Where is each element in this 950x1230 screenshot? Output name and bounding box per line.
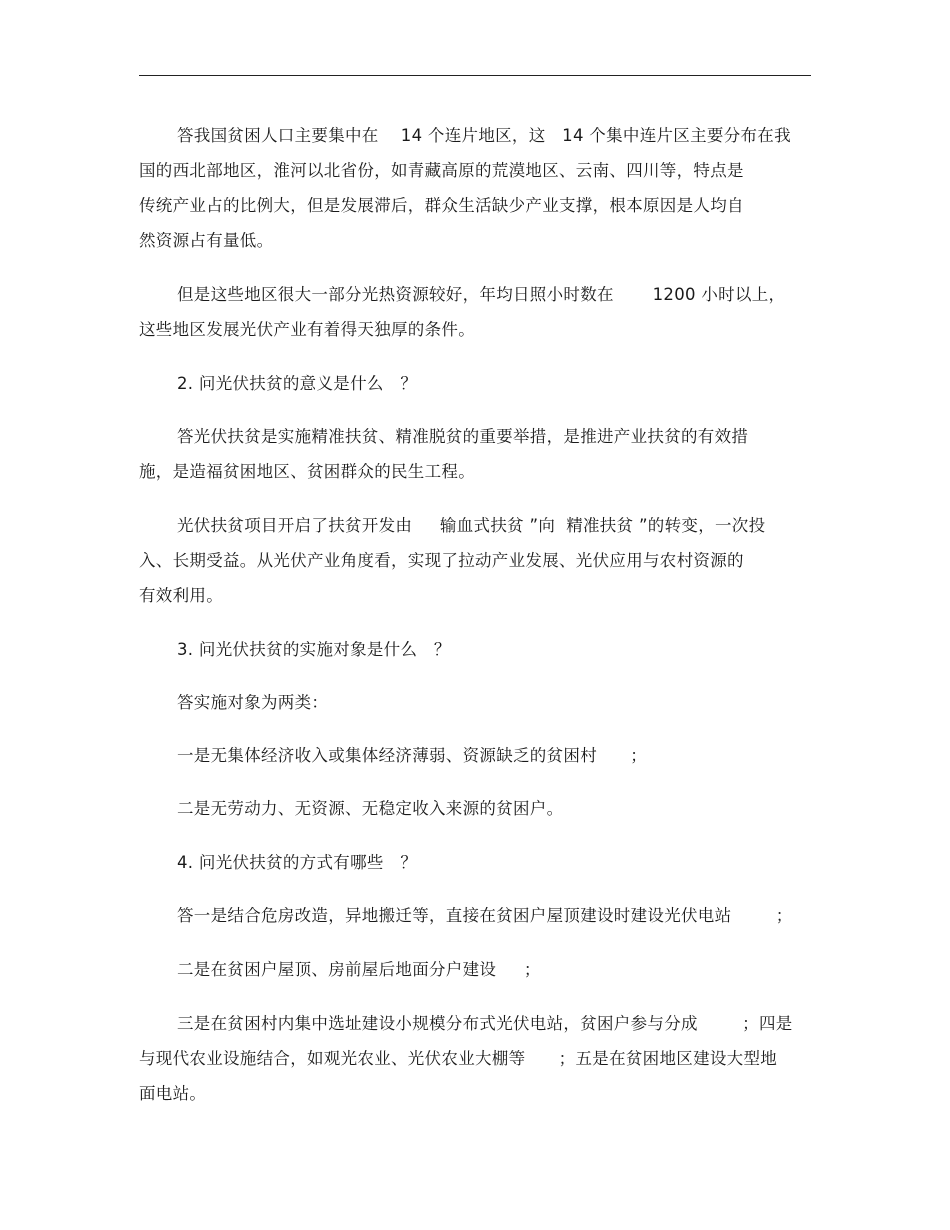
paragraph-line: 二是无劳动力、无资源、无稳定收入来源的贫困户。 (177, 799, 564, 818)
question-heading: 3. 问光伏扶贫的实施对象是什么 ？ (177, 640, 451, 659)
paragraph-line: 这些地区发展光伏产业有着得天独厚的条件。 (139, 320, 475, 339)
paragraph-line: 然资源占有量低。 (139, 231, 274, 250)
paragraph-line: 答实施对象为两类： (177, 693, 329, 712)
paragraph-line: 国的西北部地区，淮河以北省份，如青藏高原的荒漠地区、云南、四川等，特点是 (139, 161, 744, 180)
header-rule (139, 75, 811, 76)
paragraph-line: 传统产业占的比例大，但是发展滞后，群众生活缺少产业支撑，根本原因是人均自 (139, 196, 744, 215)
paragraph-line: 与现代农业设施结合，如观光农业、光伏农业大棚等 ；五是在贫困地区建设大型地 (139, 1049, 778, 1068)
paragraph-line: 答一是结合危房改造，异地搬迁等，直接在贫困户屋顶建设时建设光伏电站 ； (177, 906, 793, 925)
paragraph-line: 但是这些地区很大一部分光热资源较好，年均日照小时数在 1200 小时以上， (177, 285, 786, 304)
paragraph-line: 答我国贫困人口主要集中在 14 个连片地区，这 14 个集中连片区主要分布在我 (177, 126, 791, 145)
paragraph-line: 有效利用。 (139, 586, 223, 605)
question-heading: 2. 问光伏扶贫的意义是什么 ？ (177, 374, 418, 393)
paragraph-line: 答光伏扶贫是实施精准扶贫、精准脱贫的重要举措，是推进产业扶贫的有效措 (177, 427, 749, 446)
paragraph-line: 施，是造福贫困地区、贫困群众的民生工程。 (139, 462, 475, 481)
paragraph-line: 二是在贫困户屋顶、房前屋后地面分户建设 ； (177, 960, 541, 979)
paragraph-line: 三是在贫困村内集中选址建设小规模分布式光伏电站，贫困户参与分成 ；四是 (177, 1014, 793, 1033)
question-heading: 4. 问光伏扶贫的方式有哪些 ？ (177, 853, 418, 872)
paragraph-line: 入、长期受益。从光伏产业角度看，实现了拉动产业发展、光伏应用与农村资源的 (139, 551, 744, 570)
paragraph-line: 光伏扶贫项目开启了扶贫开发由 输血式扶贫 ”向 精准扶贫 ”的转变，一次投 (177, 516, 766, 535)
paragraph-line: 一是无集体经济收入或集体经济薄弱、资源缺乏的贫困村 ； (177, 746, 648, 765)
paragraph-line: 面电站。 (139, 1084, 207, 1103)
